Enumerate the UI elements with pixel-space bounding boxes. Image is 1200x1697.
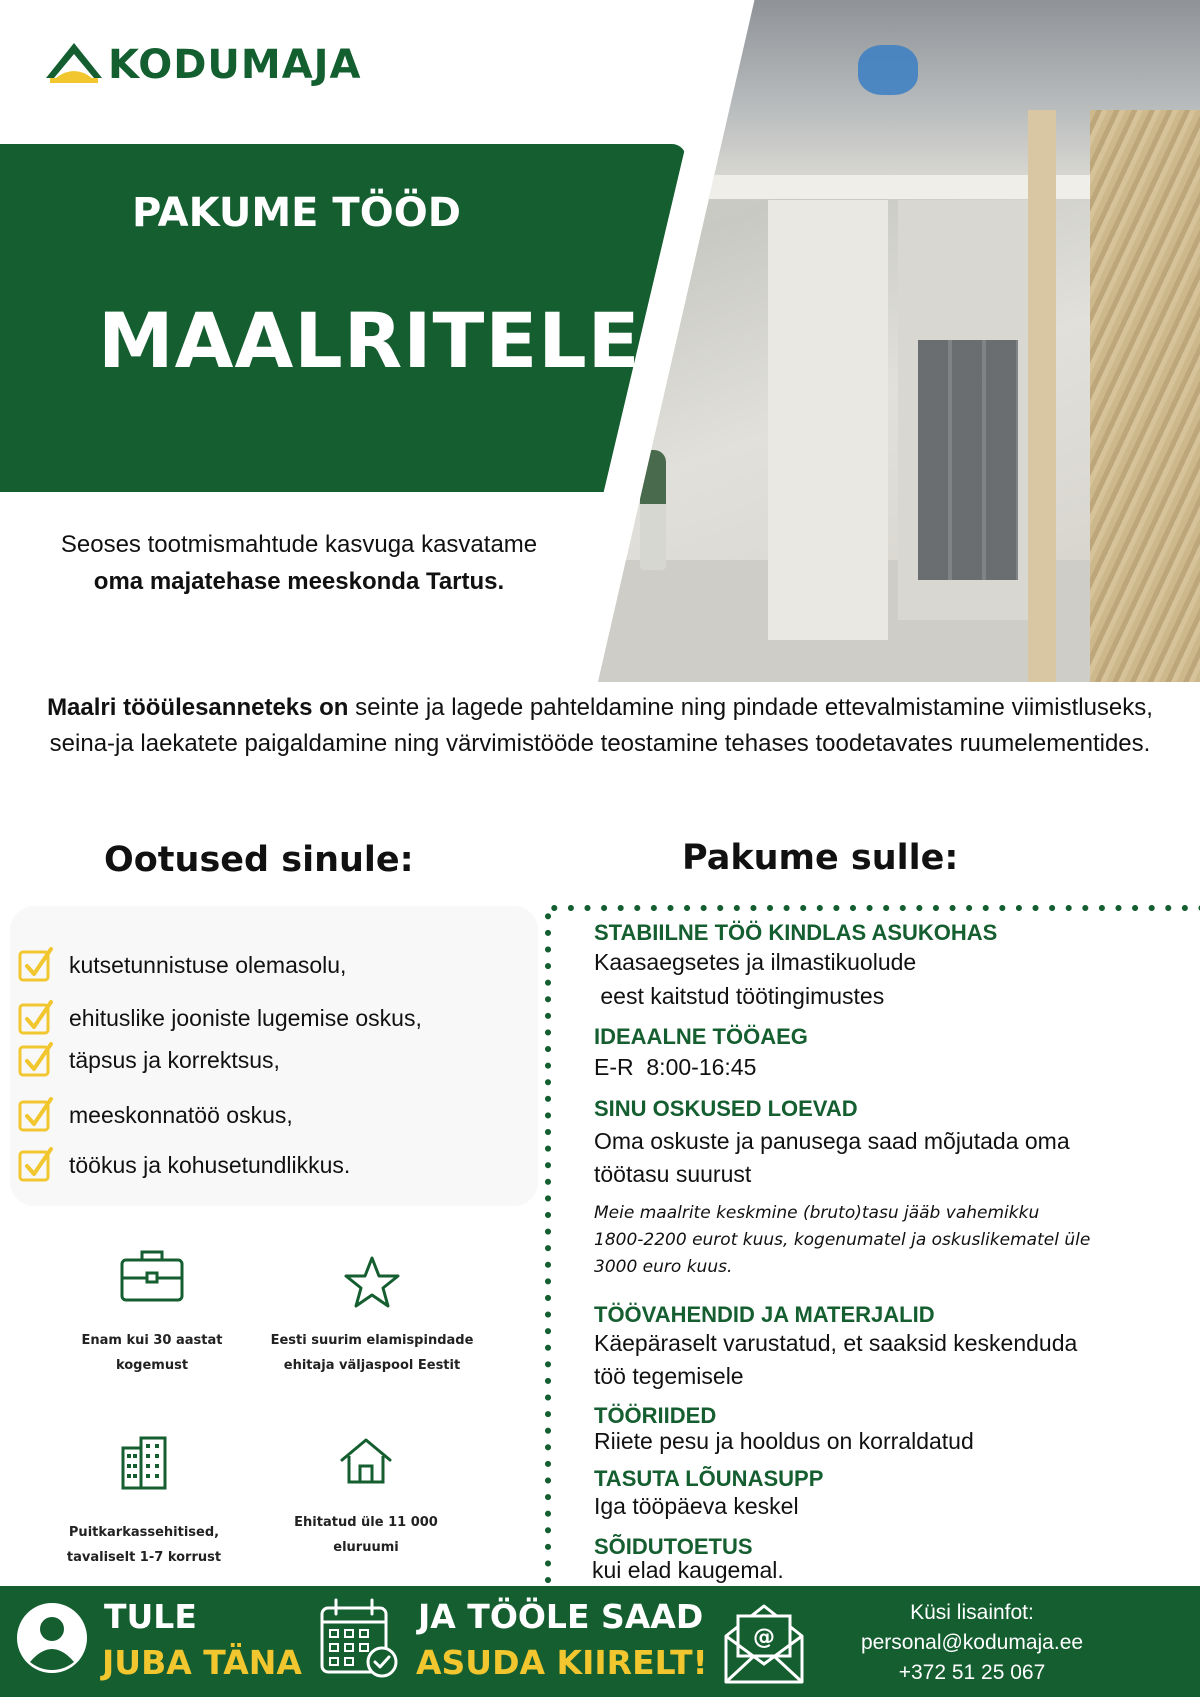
feature-homes-built: [256, 1436, 476, 1560]
feature-line-1: Enam kui 30 aastat: [81, 1333, 223, 1348]
footer-start-fast: ASUDA KIIRELT!: [416, 1643, 708, 1682]
feature-line-2: tavaliselt 1-7 korrust: [66, 1550, 222, 1565]
contact-info: [830, 1598, 1114, 1688]
feature-line-2: kogemust: [115, 1358, 189, 1373]
offer-text: eest kaitstud töötingimustes: [594, 983, 885, 1009]
expectation-label: töökus ja kohusetundlikkus.: [69, 1151, 351, 1178]
banner-title: MAALRITELE: [98, 296, 641, 385]
offer-text: Kaasaegsetes ja ilmastikuolude: [594, 949, 917, 975]
feature-line-2: ehitaja väljaspool Eestit: [283, 1358, 461, 1373]
feature-line-1: Ehitatud üle 11 000: [294, 1515, 438, 1530]
offer-text: Iga tööpäeva keskel: [594, 1493, 799, 1519]
checkbox-check-icon: [18, 999, 54, 1037]
duties-bold: Maalri tööülesanneteks on: [47, 694, 349, 721]
banner-subtitle: PAKUME TÖÖD: [132, 190, 461, 236]
feature-line-1: Puitkarkassehitised,: [68, 1525, 220, 1540]
contact-email[interactable]: personal@kodumaja.ee: [860, 1631, 1084, 1654]
svg-text:@: @: [753, 1625, 775, 1650]
expectation-label: täpsus ja korrektsus,: [69, 1046, 280, 1073]
salary-note-line: 3000 euro kuus.: [594, 1257, 733, 1277]
kodumaja-logo: [44, 40, 362, 90]
building-icon: [119, 1434, 169, 1490]
star-icon: [343, 1254, 401, 1310]
roof-logo-icon: [44, 40, 104, 90]
intro-line-2: oma majatehase meeskonda Tartus.: [93, 568, 505, 595]
salary-note: [594, 1200, 1154, 1281]
offer-title: TÖÖVAHENDID JA MATERJALID: [594, 1302, 935, 1327]
salary-note-line: 1800-2200 eurot kuus, kogenumatel ja oskuslikematel üle: [594, 1230, 1091, 1250]
offer-text: töötasu suurust: [594, 1161, 752, 1187]
list-item: [18, 999, 422, 1037]
email-envelope-icon: [722, 1598, 806, 1686]
offer-text: Oma oskuste ja panusega saad mõjutada oma: [594, 1128, 1070, 1154]
footer-come: TULE: [104, 1597, 197, 1636]
expectation-label: meeskonnatöö oskus,: [69, 1101, 293, 1128]
checkbox-check-icon: [18, 1146, 54, 1184]
list-item: [18, 1096, 293, 1134]
expectation-label: ehituslike jooniste lugemise oskus,: [69, 1004, 422, 1031]
list-item: [18, 946, 346, 984]
checkbox-check-icon: [18, 946, 54, 984]
factory-interior-photo: [598, 0, 1200, 682]
intro-line-1: Seoses tootmismahtude kasvuga kasvatame: [60, 531, 538, 558]
footer-banner: [0, 1586, 1200, 1697]
salary-note-line: Meie maalrite keskmine (bruto)tasu jääb vahemikku: [594, 1203, 1040, 1223]
contact-phone[interactable]: +372 51 25 067: [898, 1661, 1046, 1684]
checkbox-check-icon: [18, 1096, 54, 1134]
offer-text: töö tegemisele: [594, 1363, 744, 1389]
feature-timber-frame: [34, 1434, 254, 1570]
house-icon: [339, 1436, 393, 1486]
offer-title: TÖÖRIIDED: [594, 1403, 717, 1428]
offer-text: Käepäraselt varustatud, et saaksid keskenduda: [594, 1330, 1078, 1356]
dotted-divider-horizontal: [546, 904, 1200, 912]
offer-title: STABIILNE TÖÖ KINDLAS ASUKOHAS: [594, 920, 998, 945]
briefcase-icon: [118, 1246, 186, 1304]
offer-text: kui elad kaugemal.: [592, 1557, 784, 1583]
expectation-label: kutsetunnistuse olemasolu,: [69, 951, 347, 978]
feature-line-1: Eesti suurim elamispindade: [270, 1333, 474, 1348]
offer-title: IDEAALNE TÖÖAEG: [594, 1024, 808, 1049]
duties-text: seinte ja lagede pahteldamine ning pindade ettevalmistamine viimistluseks, seina-ja laekatete paigaldamine ning värvimistööde teostamine tehases toodetavates ruumelementides.: [49, 694, 1153, 757]
feature-line-2: eluruumi: [333, 1540, 399, 1555]
calendar-check-icon: [318, 1596, 402, 1682]
list-item: [18, 1041, 280, 1079]
footer-you-can: JA TÖÖLE SAAD: [418, 1597, 704, 1636]
user-avatar-icon: [16, 1602, 88, 1674]
feature-experience: [42, 1246, 262, 1378]
intro-text: [0, 526, 598, 600]
expectations-heading: Ootused sinule:: [104, 840, 414, 880]
offer-title: SINU OSKUSED LOEVAD: [594, 1096, 858, 1121]
list-item: [18, 1146, 350, 1184]
offer-text: Riiete pesu ja hooldus on korraldatud: [594, 1428, 974, 1454]
checkbox-check-icon: [18, 1041, 54, 1079]
dotted-divider-vertical: [544, 908, 552, 1583]
offer-title: TASUTA LÕUNASUPP: [594, 1466, 824, 1491]
duties-paragraph: [40, 690, 1160, 762]
brand-name: KODUMAJA: [108, 42, 362, 88]
offer-text: E-R 8:00-16:45: [594, 1054, 757, 1080]
feature-largest: [262, 1254, 482, 1378]
footer-today: JUBA TÄNA: [102, 1643, 302, 1682]
contact-label: Küsi lisainfot:: [910, 1601, 1034, 1624]
offer-title: SÕIDUTOETUS: [594, 1534, 753, 1559]
offers-heading: Pakume sulle:: [682, 838, 959, 878]
